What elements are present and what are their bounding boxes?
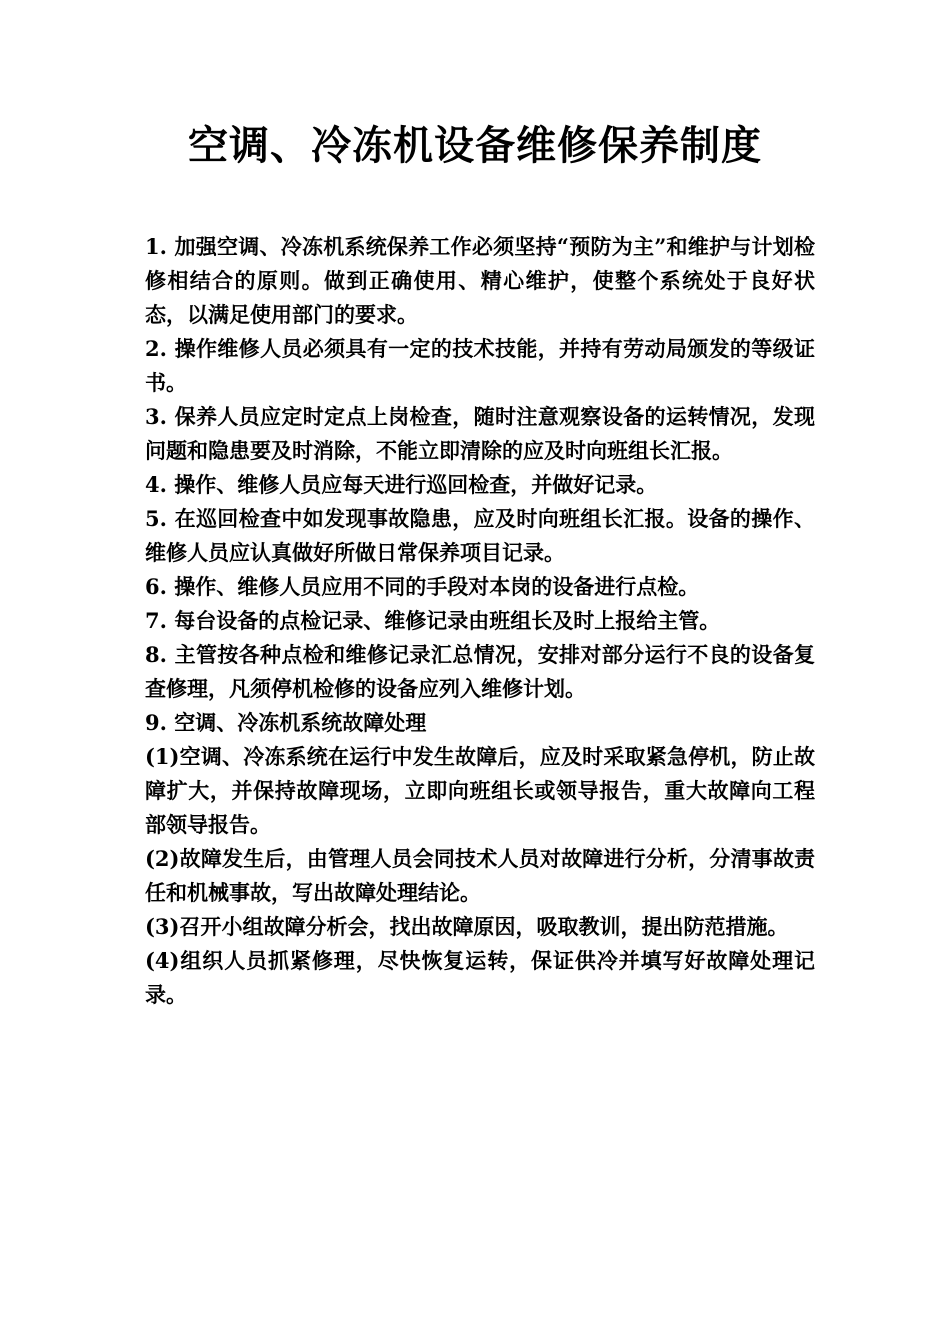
document-title: 空调、冷冻机设备维修保养制度 [188, 122, 762, 169]
document-body [145, 230, 815, 1012]
paragraph-5: 5. 在巡回检查中如发现事故隐患，应及时向班组长汇报。设备的操作、维修人员应认真做好所做日常保养项目记录。 [145, 506, 815, 565]
paragraph-1: 1. 加强空调、冷冻机系统保养工作必须坚持“预防为主”和维护与计划检修相结合的原则。做到正确使用、精心维护，使整个系统处于良好状态，以满足使用部门的要求。 [145, 234, 815, 327]
paragraph-6: 6. 操作、维修人员应用不同的手段对本岗的设备进行点检。 [145, 574, 700, 599]
paragraph-3: 3. 保养人员应定时定点上岗检查，随时注意观察设备的运转情况，发现问题和隐患要及时消除，不能立即清除的应及时向班组长汇报。 [145, 404, 815, 463]
subparagraph-2: (2)故障发生后，由管理人员会同技术人员对故障进行分析，分清事故责任和机械事故，写出故障处理结论。 [145, 846, 815, 905]
subparagraph-3: (3)召开小组故障分析会，找出故障原因，吸取教训，提出防范措施。 [145, 914, 789, 939]
paragraph-2: 2. 操作维修人员必须具有一定的技术技能，并持有劳动局颁发的等级证书。 [145, 336, 815, 395]
subparagraph-4: (4)组织人员抓紧修理，尽快恢复运转，保证供冷并填写好故障处理记录。 [145, 948, 815, 1007]
paragraph-9: 9. 空调、冷冻机系统故障处理 [145, 710, 427, 735]
paragraph-7: 7. 每台设备的点检记录、维修记录由班组长及时上报给主管。 [145, 608, 721, 633]
subparagraph-1: (1)空调、冷冻系统在运行中发生故障后，应及时采取紧急停机，防止故障扩大，并保持故障现场，立即向班组长或领导报告，重大故障向工程部领导报告。 [145, 744, 815, 837]
paragraph-4: 4. 操作、维修人员应每天进行巡回检查，并做好记录。 [145, 472, 658, 497]
paragraph-8: 8. 主管按各种点检和维修记录汇总情况，安排对部分运行不良的设备复查修理，凡须停机检修的设备应列入维修计划。 [145, 642, 815, 701]
